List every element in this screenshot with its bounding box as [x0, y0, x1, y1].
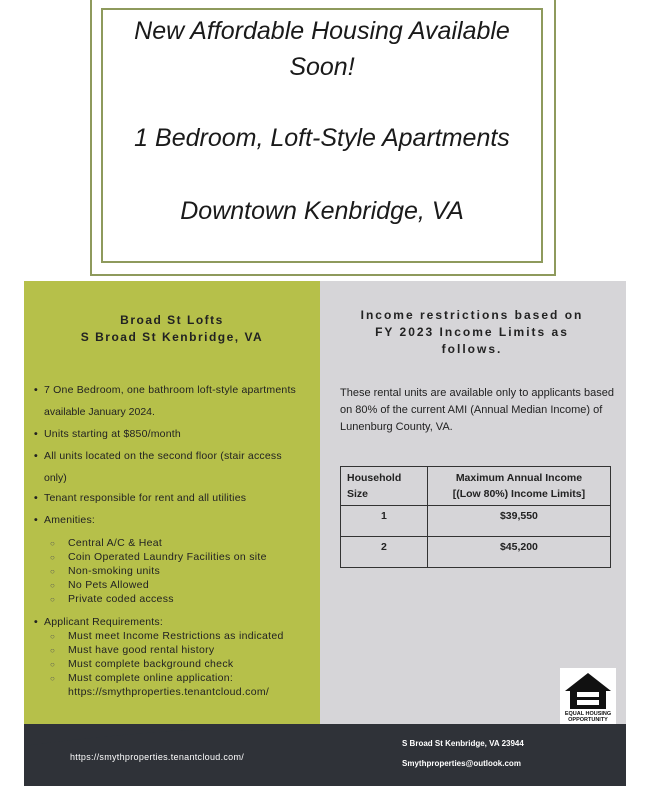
property-name: Broad St Lofts: [120, 313, 224, 327]
requirement-item: [50, 658, 233, 670]
bullet-text: 7 One Bedroom, one bathroom loft-style apartments: [44, 384, 297, 396]
bullet-text: Applicant Requirements:: [44, 616, 163, 628]
header-text: [(Low 80%) Income Limits]: [452, 488, 586, 500]
requirement-item: [50, 630, 284, 642]
footer-address: S Broad St Kenbridge, VA 23944: [402, 739, 524, 748]
circle-bullet-icon: ○: [50, 674, 56, 683]
requirement-text: Must have good rental history: [68, 644, 215, 656]
bullet-icon: •: [34, 492, 38, 504]
amenity-item: [50, 593, 174, 605]
bullet-utilities: [34, 492, 246, 504]
table-header-row: [341, 467, 611, 506]
income-heading-2: FY 2023 Income Limits as: [375, 325, 569, 339]
amenity-item: [50, 565, 160, 577]
amenity-text: Central A/C & Heat: [68, 537, 163, 549]
logo-text-1: EQUAL HOUSING: [564, 711, 612, 717]
headline-line-1: New Affordable Housing Available: [134, 17, 510, 45]
eligibility-description: These rental units are available only to applicants based on 80% of the current AMI (Annual Median Income) of Lunenburg County, VA.: [340, 387, 614, 433]
bullet-text: Tenant responsible for rent and all utilities: [44, 492, 247, 504]
bullet-icon: •: [34, 450, 38, 462]
bullet-floor-cont: only): [44, 472, 67, 484]
table-row: [341, 506, 611, 537]
requirement-text: Must meet Income Restrictions as indicated: [68, 630, 284, 642]
amenity-text: No Pets Allowed: [68, 579, 149, 591]
logo-text-2: OPPORTUNITY: [568, 717, 608, 723]
amenity-text: Private coded access: [68, 593, 174, 605]
bullet-icon: •: [34, 616, 38, 628]
income-heading-3: follows.: [441, 342, 503, 356]
amenity-text: Coin Operated Laundry Facilities on site: [68, 551, 267, 563]
circle-bullet-icon: ○: [50, 567, 56, 576]
application-link[interactable]: https://smythproperties.tenantcloud.com/: [68, 686, 270, 698]
circle-bullet-icon: ○: [50, 539, 56, 548]
header-text: Household: [347, 472, 402, 484]
bullet-price: [34, 428, 181, 440]
bullet-text: Amenities:: [44, 514, 96, 526]
requirement-text: Must complete online application:: [68, 672, 234, 684]
bullet-icon: •: [34, 384, 38, 396]
headline-line-2: Soon!: [289, 53, 355, 81]
header-text: Maximum Annual Income: [455, 472, 583, 484]
circle-bullet-icon: ○: [50, 581, 56, 590]
bullet-text: All units located on the second floor (stair access: [44, 450, 282, 462]
bullet-icon: •: [34, 428, 38, 440]
bullet-icon: •: [34, 514, 38, 526]
circle-bullet-icon: ○: [50, 632, 56, 641]
circle-bullet-icon: ○: [50, 646, 56, 655]
circle-bullet-icon: ○: [50, 553, 56, 562]
amenity-item: [50, 579, 149, 591]
location-heading: Downtown Kenbridge, VA: [180, 197, 464, 225]
header-max-income: [427, 467, 610, 506]
bullet-units-cont: available January 2024.: [44, 406, 155, 418]
circle-bullet-icon: ○: [50, 595, 56, 604]
bullet-text: Units starting at $850/month: [44, 428, 181, 440]
requirement-text: Must complete background check: [68, 658, 234, 670]
income-heading-1: Income restrictions based on: [360, 308, 584, 322]
footer-website[interactable]: https://smythproperties.tenantcloud.com/: [70, 752, 245, 762]
house-icon: [560, 668, 616, 724]
bullet-amenities: [34, 514, 95, 526]
bullet-units: [34, 384, 296, 396]
circle-bullet-icon: ○: [50, 660, 56, 669]
cell-income: $39,550: [427, 506, 610, 537]
requirement-item: [50, 672, 233, 684]
header-text: Size: [347, 488, 369, 500]
table-row: [341, 537, 611, 568]
amenity-text: Non-smoking units: [68, 565, 161, 577]
cell-size: 2: [341, 537, 428, 568]
cell-income: $45,200: [427, 537, 610, 568]
bullet-requirements: [34, 616, 163, 628]
amenity-item: [50, 551, 267, 563]
footer-email[interactable]: Smythproperties@outlook.com: [402, 759, 521, 768]
equal-housing-logo: [560, 668, 616, 724]
amenity-item: [50, 537, 162, 549]
apartment-type-heading: 1 Bedroom, Loft-Style Apartments: [134, 124, 510, 152]
cell-size: 1: [341, 506, 428, 537]
header-household-size: [341, 467, 428, 506]
income-limits-table: [340, 466, 611, 568]
property-address: S Broad St Kenbridge, VA: [80, 330, 264, 344]
requirement-item: [50, 644, 214, 656]
bullet-floor: [34, 450, 282, 462]
